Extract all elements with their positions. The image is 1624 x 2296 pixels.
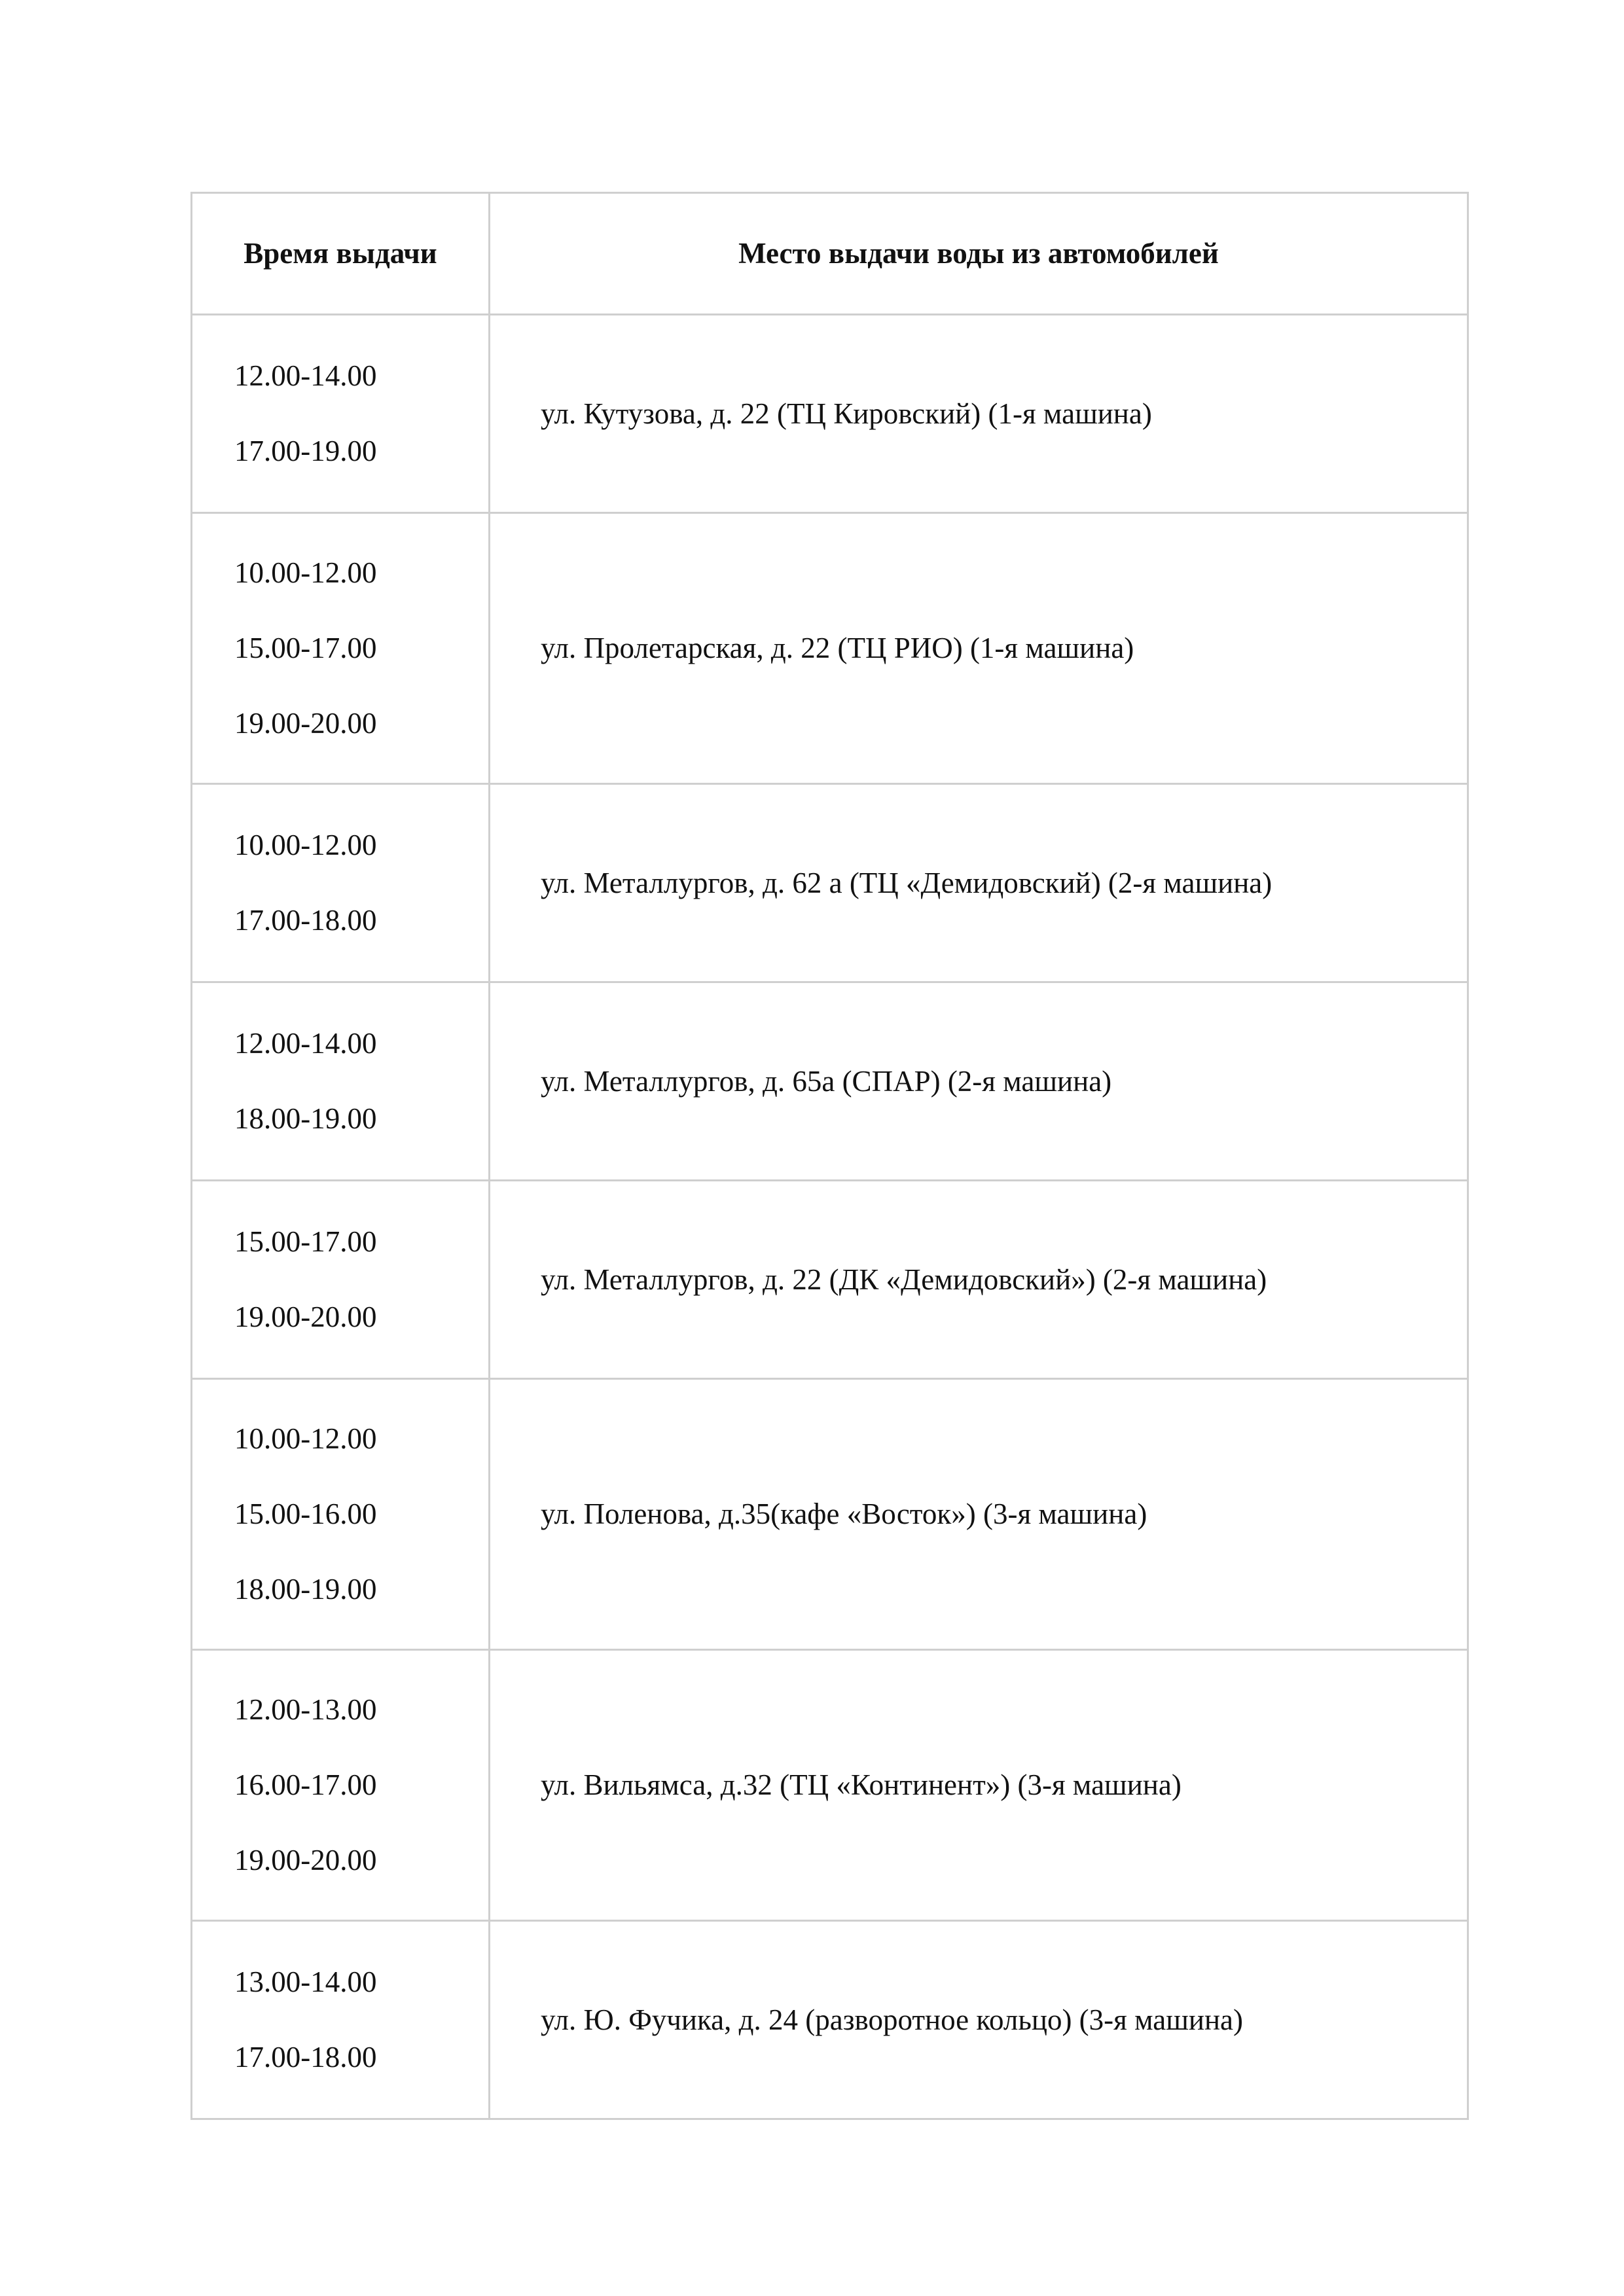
time-cell bbox=[192, 1921, 490, 2119]
time-cell bbox=[192, 513, 490, 784]
header-place: Место выдачи воды из автомобилей bbox=[490, 193, 1468, 315]
time-slot: 10.00-12.00 bbox=[234, 829, 377, 861]
time-slot: 15.00-16.00 bbox=[234, 1498, 377, 1530]
time-cell bbox=[192, 1650, 490, 1921]
place-cell: ул. Вильямса, д.32 (ТЦ «Континент») (3-я машина) bbox=[490, 1650, 1468, 1921]
time-slot: 18.00-19.00 bbox=[234, 1102, 377, 1135]
table-row bbox=[192, 1181, 1468, 1379]
place-cell: ул. Металлургов, д. 62 а (ТЦ «Демидовский) (2-я машина) bbox=[490, 784, 1468, 982]
time-slot: 17.00-18.00 bbox=[234, 2041, 377, 2073]
place-cell: ул. Поленова, д.35(кафе «Восток») (3-я машина) bbox=[490, 1379, 1468, 1650]
place-cell: ул. Металлургов, д. 22 (ДК «Демидовский») (2-я машина) bbox=[490, 1181, 1468, 1379]
time-slot: 13.00-14.00 bbox=[234, 1965, 377, 1998]
time-slot: 19.00-20.00 bbox=[234, 1300, 377, 1333]
time-slot: 12.00-14.00 bbox=[234, 1027, 377, 1060]
table-row bbox=[192, 315, 1468, 513]
header-time: Время выдачи bbox=[192, 193, 490, 315]
place-cell: ул. Металлургов, д. 65а (СПАР) (2-я машина) bbox=[490, 982, 1468, 1181]
time-slot: 10.00-12.00 bbox=[234, 1422, 377, 1455]
place-cell: ул. Кутузова, д. 22 (ТЦ Кировский) (1-я машина) bbox=[490, 315, 1468, 513]
table-row bbox=[192, 1921, 1468, 2119]
table-row bbox=[192, 982, 1468, 1181]
time-slot: 17.00-19.00 bbox=[234, 435, 377, 467]
time-slot: 18.00-19.00 bbox=[234, 1573, 377, 1605]
time-cell bbox=[192, 784, 490, 982]
time-slot: 16.00-17.00 bbox=[234, 1768, 377, 1801]
table-row bbox=[192, 784, 1468, 982]
time-cell bbox=[192, 315, 490, 513]
time-slot: 17.00-18.00 bbox=[234, 904, 377, 937]
place-cell: ул. Ю. Фучика, д. 24 (разворотное кольцо) (3-я машина) bbox=[490, 1921, 1468, 2119]
time-slot: 15.00-17.00 bbox=[234, 1225, 377, 1258]
time-slot: 19.00-20.00 bbox=[234, 707, 377, 740]
table-row bbox=[192, 1379, 1468, 1650]
table-row bbox=[192, 513, 1468, 784]
time-slot: 12.00-13.00 bbox=[234, 1693, 377, 1726]
place-cell: ул. Пролетарская, д. 22 (ТЦ РИО) (1-я машина) bbox=[490, 513, 1468, 784]
time-slot: 12.00-14.00 bbox=[234, 359, 377, 392]
table-header-row bbox=[192, 193, 1468, 315]
time-slot: 15.00-17.00 bbox=[234, 632, 377, 664]
time-slot: 19.00-20.00 bbox=[234, 1844, 377, 1876]
time-cell bbox=[192, 1181, 490, 1379]
time-slot: 10.00-12.00 bbox=[234, 556, 377, 589]
table-row bbox=[192, 1650, 1468, 1921]
time-cell bbox=[192, 1379, 490, 1650]
time-cell bbox=[192, 982, 490, 1181]
water-distribution-table bbox=[190, 192, 1469, 2120]
